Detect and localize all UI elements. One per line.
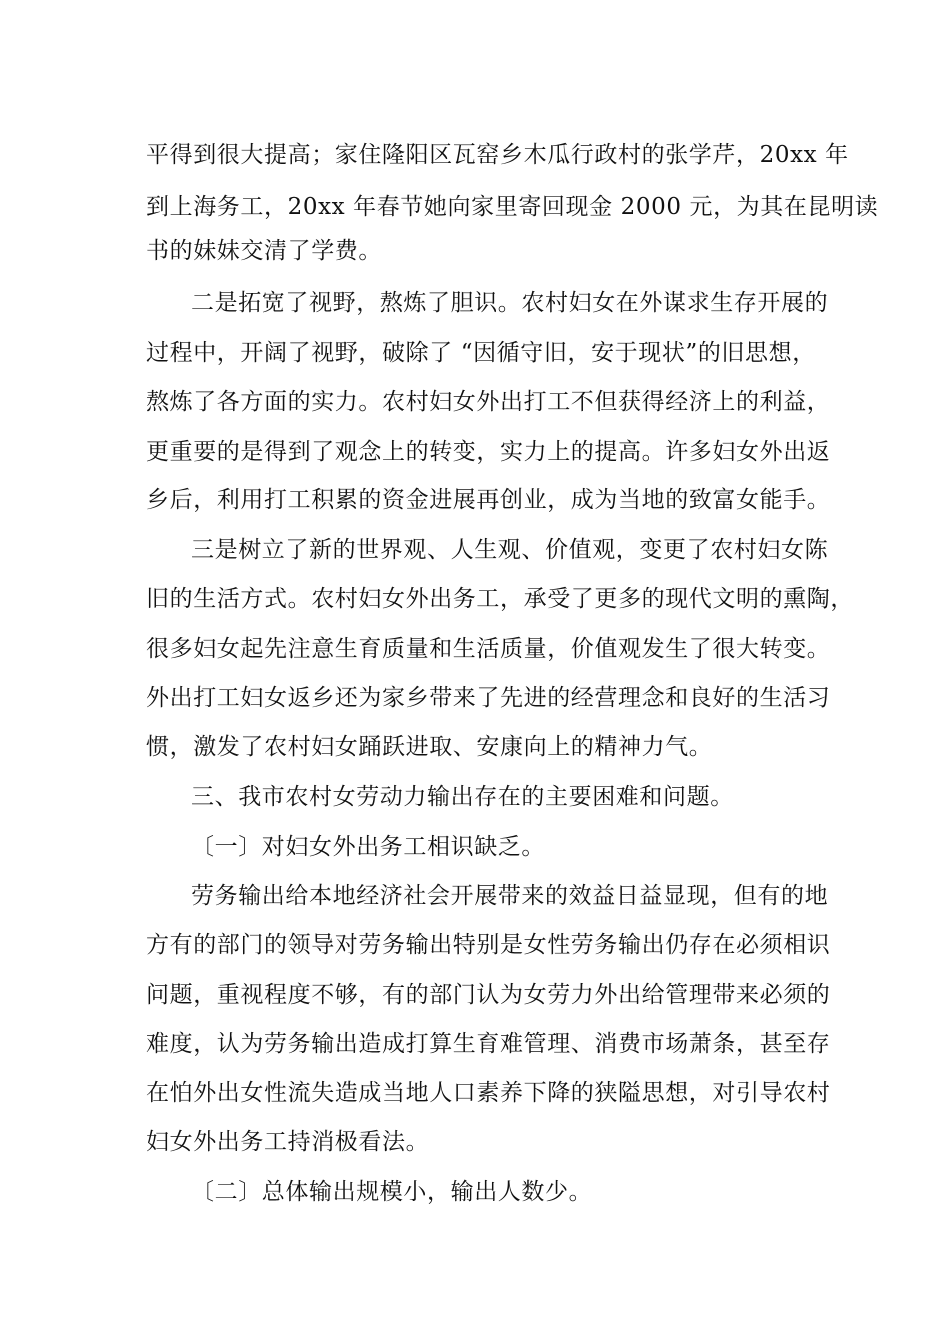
subsection-heading: 〔二〕总体输出规模小，输出人数少。	[191, 1179, 593, 1205]
text-line: 旧的生活方式。农村妇女外出务工，承受了更多的现代文明的熏陶，	[146, 586, 854, 612]
section-heading: 三、我市农村女劳动力输出存在的主要困难和问题。	[191, 784, 734, 810]
text-line: 熬炼了各方面的实力。农村妇女外出打工不但获得经济上的利益，	[146, 389, 831, 415]
text-line: 问题，重视程度不够，有的部门认为女劳力外出给管理带来必须的	[146, 982, 831, 1008]
text-line: 外出打工妇女返乡还为家乡带来了先进的经营理念和良好的生活习	[146, 685, 831, 711]
paragraph-start-line: 劳务输出给本地经济社会开展带来的效益日益显现，但有的地	[191, 883, 829, 909]
text-line: 妇女外出务工持消极看法。	[146, 1129, 430, 1155]
text-line: 到上海务工，20xx 年春节她向家里寄回现金 2000 元，为其在昆明读	[146, 194, 879, 220]
text-line: 在怕外出女性流失造成当地人口素养下降的狭隘思想，对引导农村	[146, 1080, 831, 1106]
text-line: 惯，激发了农村妇女踊跃进取、安康向上的精神力气。	[146, 734, 713, 760]
text-line: 方有的部门的领导对劳务输出特别是女性劳务输出仍存在必须相识	[146, 932, 831, 958]
paragraph-start-line: 三是树立了新的世界观、人生观、价值观，变更了农村妇女陈	[191, 537, 829, 563]
text-line: 平得到很大提高；家住隆阳区瓦窑乡木瓜行政村的张学芹，20xx 年	[146, 142, 849, 168]
text-line: 更重要的是得到了观念上的转变，实力上的提高。许多妇女外出返	[146, 439, 831, 465]
text-line: 乡后，利用打工积累的资金进展再创业，成为当地的致富女能手。	[146, 487, 831, 513]
paragraph-start-line: 二是拓宽了视野，熬炼了胆识。农村妇女在外谋求生存开展的	[191, 290, 829, 316]
text-line: 很多妇女起先注意生育质量和生活质量，价值观发生了很大转变。	[146, 636, 831, 662]
text-line: 难度，认为劳务输出造成打算生育难管理、消费市场萧条，甚至存	[146, 1031, 831, 1057]
subsection-heading: 〔一〕对妇女外出务工相识缺乏。	[191, 834, 545, 860]
text-line: 过程中，开阔了视野，破除了 “因循守旧，安于现状”的旧思想，	[146, 340, 816, 366]
text-line: 书的妹妹交清了学费。	[146, 238, 382, 264]
